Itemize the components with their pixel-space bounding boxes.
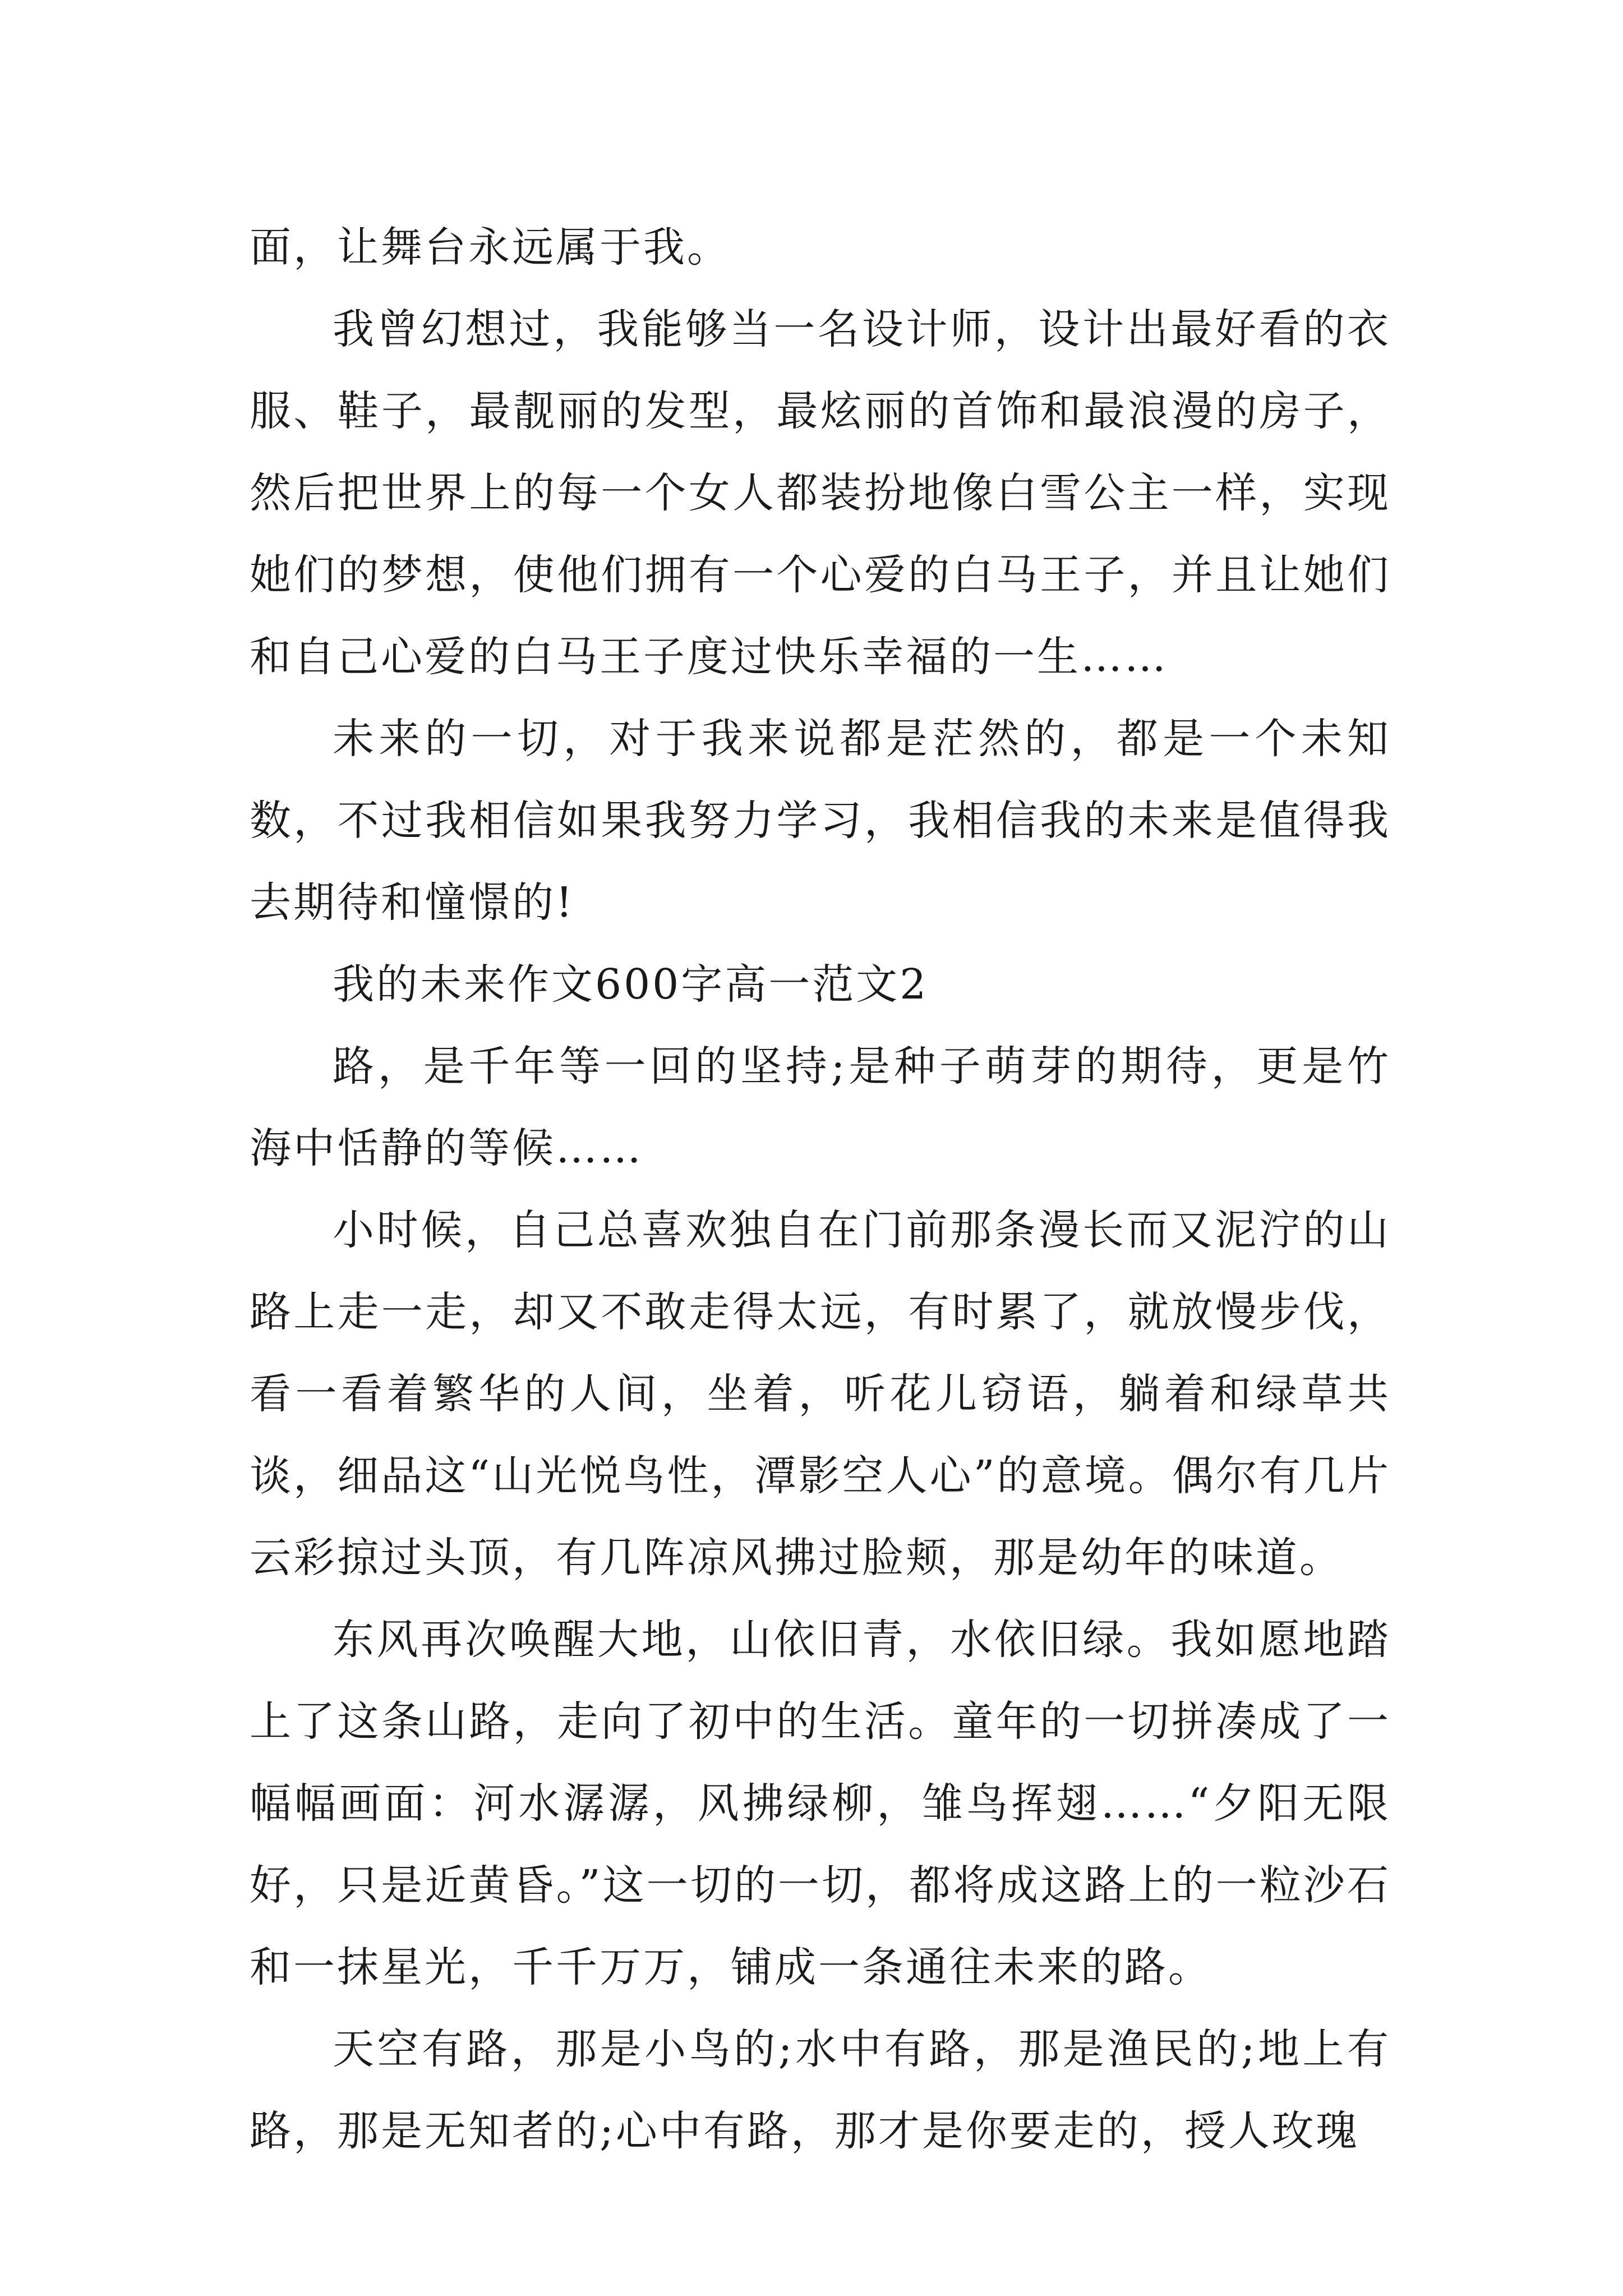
paragraph-2: 我曾幻想过，我能够当一名设计师，设计出最好看的衣服、鞋子，最靓丽的发型，最炫丽的首饰和最浪漫的房子，然后把世界上的每一个女人都装扮地像白雪公主一样，实现她们的梦想，使他们拥有一个心爱的白马王子，并且让她们和自己心爱的白马王子度过快乐幸福的一生…… (250, 305, 1391, 681)
paragraph-6: 东风再次唤醒大地，山依旧青，水依旧绿。我如愿地踏上了这条山路，走向了初中的生活。童年的一切拼凑成了一幅幅画面：河水潺潺，风拂绿柳，雏鸟挥翅……“夕阳无限好，只是近黄昏。”这一切的一切，都将成这路上的一粒沙石和一抹星光，千千万万，铺成一条通往未来的路。 (250, 1616, 1391, 1991)
paragraph-5: 小时候，自己总喜欢独自在门前那条漫长而又泥泞的山路上走一走，却又不敢走得太远，有时累了，就放慢步伐，看一看着繁华的人间，坐着，听花儿窃语，躺着和绿草共谈，细品这“山光悦鸟性，潭影空人心”的意境。偶尔有几片云彩掠过头顶，有几阵凉风拂过脸颊，那是幼年的味道。 (250, 1206, 1391, 1582)
paragraph-7: 天空有路，那是小鸟的;水中有路，那是渔民的;地上有路，那是无知者的;心中有路，那才是你要走的，授人玫瑰 (250, 2025, 1391, 2155)
paragraph-1: 面，让舞台永远属于我。 (250, 223, 731, 272)
paragraph-4: 路，是千年等一回的坚持;是种子萌芽的期待，更是竹海中恬静的等候…… (250, 1042, 1391, 1172)
document-body (250, 206, 1391, 2172)
paragraph-3: 未来的一切，对于我来说都是茫然的，都是一个未知数，不过我相信如果我努力学习，我相信我的未来是值得我去期待和憧憬的! (250, 715, 1391, 927)
section-heading: 我的未来作文600字高一范文2 (333, 960, 929, 1009)
